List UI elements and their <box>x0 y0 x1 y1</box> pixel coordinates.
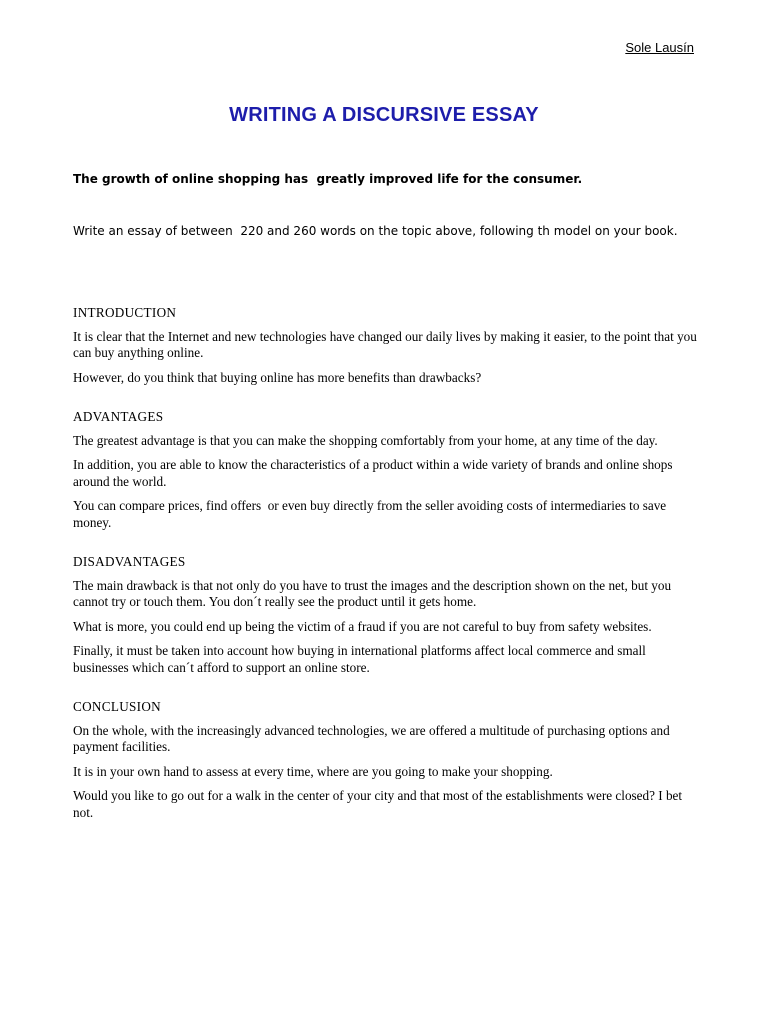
paragraph: You can compare prices, find offers or even buy directly from the seller avoiding costs of intermediaries to save money. <box>73 498 670 530</box>
paragraph: It is in your own hand to assess at every time, where are you going to make your shopping. <box>73 763 553 779</box>
essay-topic: The growth of online shopping has greatly improved life for the consumer. <box>73 172 583 186</box>
section-heading: ADVANTAGES <box>73 409 164 424</box>
section-conclusion <box>73 699 698 821</box>
section-introduction <box>73 305 701 386</box>
section-heading: INTRODUCTION <box>73 305 177 320</box>
paragraph: It is clear that the Internet and new technologies have changed our daily lives by making it easier, to the point that you can buy anything online. <box>73 328 701 360</box>
section-heading: CONCLUSION <box>73 699 161 714</box>
section-heading: DISADVANTAGES <box>73 554 186 569</box>
essay-instructions: Write an essay of between 220 and 260 words on the topic above, following th model on your book. <box>73 224 678 238</box>
paragraph: The main drawback is that not only do you have to trust the images and the description shown on the net, but you cannot try or touch them. You don´t really see the product until it gets home. <box>73 577 675 609</box>
paragraph: Would you like to go out for a walk in the center of your city and that most of the establishments were closed? I bet not. <box>73 788 686 820</box>
document-title: WRITING A DISCURSIVE ESSAY <box>229 104 539 126</box>
section-disadvantages <box>73 554 698 676</box>
paragraph: However, do you think that buying online has more benefits than drawbacks? <box>73 369 482 385</box>
paragraph: What is more, you could end up being the victim of a fraud if you are not careful to buy from safety websites. <box>73 618 652 634</box>
author-name: Sole Lausín <box>625 40 694 55</box>
section-advantages <box>73 409 698 531</box>
paragraph: Finally, it must be taken into account how buying in international platforms affect local commerce and small businesses which can´t afford to support an online store. <box>73 643 650 675</box>
paragraph: On the whole, with the increasingly advanced technologies, we are offered a multitude of purchasing options and payment facilities. <box>73 722 673 754</box>
paragraph: The greatest advantage is that you can make the shopping comfortably from your home, at any time of the day. <box>73 432 658 448</box>
essay-body <box>73 305 701 844</box>
paragraph: In addition, you are able to know the characteristics of a product within a wide variety of brands and online shops around the world. <box>73 457 676 489</box>
